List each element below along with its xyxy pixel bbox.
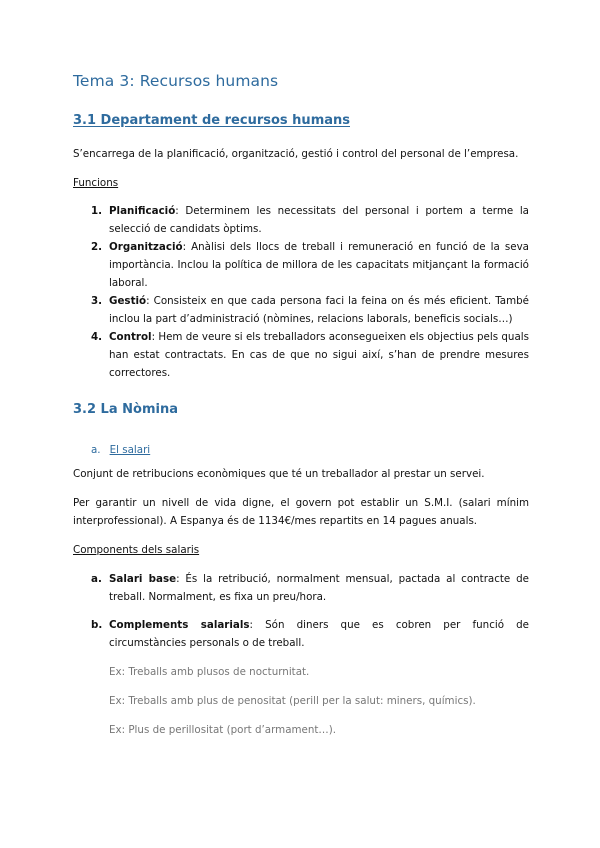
list-marker: a. bbox=[91, 573, 102, 585]
list-number: 3. bbox=[91, 295, 103, 307]
list-item bbox=[91, 292, 529, 328]
components-list-b bbox=[91, 616, 529, 652]
section-heading-3-2: 3.2 La Nòmina bbox=[73, 402, 178, 417]
page-title: Tema 3: Recursos humans bbox=[73, 72, 279, 90]
list-text: : És la retribució, normalment mensual, pactada al contracte de treball. Normalment, es fixa un preu/hora. bbox=[109, 573, 529, 603]
sublist-item-salari bbox=[91, 441, 150, 459]
list-term: Control bbox=[109, 331, 152, 343]
salari-link[interactable]: El salari bbox=[109, 444, 151, 456]
section-heading-3-1: 3.1 Departament de recursos humans bbox=[73, 113, 350, 128]
list-item bbox=[91, 616, 529, 652]
list-term: Complements salarials bbox=[109, 619, 250, 631]
funcions-list bbox=[91, 202, 529, 382]
components-label: Components dels salaris bbox=[73, 544, 200, 556]
list-text: : Determinem les necessitats del personal i portem a terme la selecció de candidats òptims. bbox=[109, 205, 529, 235]
list-number: 1. bbox=[91, 205, 103, 217]
list-text: : Anàlisi dels llocs de treball i remuneració en funció de la seva importància. Inclou la política de millora de les capacitats mitjançant la formació laboral. bbox=[109, 241, 529, 289]
list-item bbox=[91, 202, 529, 238]
funcions-label: Funcions bbox=[73, 177, 119, 189]
list-text: : Són diners que es cobren per funció de circumstàncies personals o de treball. bbox=[109, 619, 529, 649]
list-item bbox=[91, 238, 529, 292]
salari-definition: Conjunt de retribucions econòmiques que té un treballador al prestar un servei. bbox=[73, 468, 485, 480]
list-number: 2. bbox=[91, 241, 103, 253]
example-line: Ex: Treballs amb plus de penositat (perill per la salut: miners, químics). bbox=[109, 695, 476, 707]
list-term: Salari base bbox=[109, 573, 177, 585]
section1-intro: S’encarrega de la planificació, organització, gestió i control del personal de l’empresa. bbox=[73, 148, 519, 160]
list-number: 4. bbox=[91, 331, 103, 343]
components-list-a bbox=[91, 570, 529, 606]
list-text: : Consisteix en que cada persona faci la feina on és més eficient. També inclou la part d’administració (nòmines, relacions laborals, beneficis socials…) bbox=[109, 295, 529, 325]
list-marker: b. bbox=[91, 619, 103, 631]
list-term: Organització bbox=[109, 241, 183, 253]
example-line: Ex: Plus de perillositat (port d’armament…). bbox=[109, 724, 337, 736]
example-line: Ex: Treballs amb plusos de nocturnitat. bbox=[109, 666, 310, 678]
list-item bbox=[91, 328, 529, 382]
list-text: : Hem de veure si els treballadors aconsegueixen els objectius pels quals han estat contractats. En cas de que no sigui així, s’han de prendre mesures correctores. bbox=[109, 331, 529, 379]
sub-marker: a. bbox=[91, 444, 101, 456]
list-term: Gestió bbox=[109, 295, 147, 307]
list-item bbox=[91, 570, 529, 606]
smi-paragraph: Per garantir un nivell de vida digne, el govern pot establir un S.M.I. (salari mínim interprofessional). A Espanya és de 1134€/mes repartits en 14 pagues anuals. bbox=[73, 497, 529, 527]
list-term: Planificació bbox=[109, 205, 176, 217]
